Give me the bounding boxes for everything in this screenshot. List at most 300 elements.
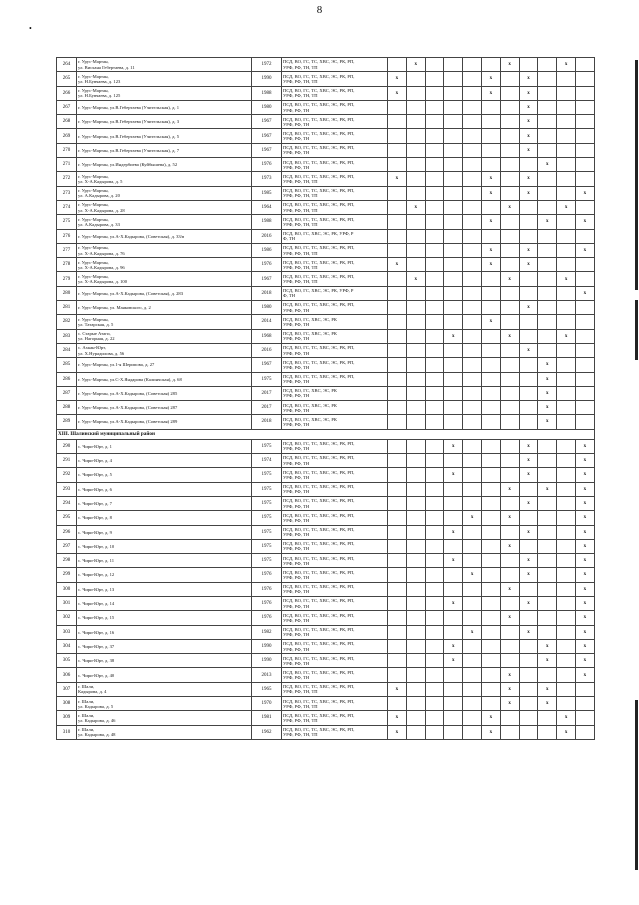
address-line: г. Урус-Мартан,: [78, 316, 109, 322]
mark-cell: [500, 454, 519, 468]
address-line: ул. Х-А.Кадырова, д. 76: [78, 250, 125, 256]
mark-x: x: [395, 686, 399, 692]
address-line: с. Чири-Юрт, д. 14: [78, 601, 115, 607]
mark-cell: [463, 372, 482, 386]
works-cell: [282, 611, 388, 625]
mark-cell: [425, 439, 444, 453]
mark-cell: [406, 229, 425, 243]
works-line: УРФ, РФ, ТН: [283, 446, 310, 452]
mark-cell: [500, 697, 519, 711]
mark-x: x: [546, 390, 549, 396]
address-line: с. Чири-Юрт, д. 15: [78, 615, 115, 621]
mark-cell: [388, 58, 407, 72]
year-cell: 2014: [252, 315, 282, 329]
year-cell: 1974: [252, 454, 282, 468]
mark-cell: [425, 582, 444, 596]
row-number: 301: [57, 596, 77, 610]
mark-cell: [500, 668, 519, 682]
address-line: ул. Х-А.Кадырова, д. 100: [78, 279, 128, 285]
works-cell: [282, 258, 388, 272]
mark-cell: [388, 511, 407, 525]
mark-cell: [557, 415, 576, 429]
address-line: г. Шали,: [78, 712, 95, 718]
mark-cell: [406, 596, 425, 610]
mark-cell: [481, 229, 500, 243]
mark-x: x: [508, 701, 511, 707]
row-number: 293: [57, 482, 77, 496]
mark-cell: [519, 454, 538, 468]
mark-cell: [463, 272, 482, 286]
mark-cell: [538, 100, 557, 114]
mark-cell: [500, 482, 519, 496]
mark-cell: [406, 329, 425, 343]
mark-cell: [425, 172, 444, 186]
mark-cell: [463, 697, 482, 711]
table-row: [57, 568, 595, 582]
mark-cell: [557, 454, 576, 468]
mark-cell: [388, 401, 407, 415]
mark-cell: [500, 596, 519, 610]
address-line: ул. Х-А.Кадырова, д. 28: [78, 207, 125, 213]
mark-x: x: [527, 104, 530, 110]
mark-x: x: [489, 262, 493, 268]
row-number: 295: [57, 511, 77, 525]
mark-cell: [425, 200, 444, 214]
table-row: [57, 372, 595, 386]
works-cell: [282, 596, 388, 610]
mark-cell: [538, 511, 557, 525]
mark-cell: [425, 611, 444, 625]
mark-cell: [388, 301, 407, 315]
works-line: УРФ, РФ, ТН: [283, 675, 310, 681]
address-cell: [77, 115, 252, 129]
mark-cell: [519, 129, 538, 143]
address-line: ул. А.Кадырова, д. 20: [78, 193, 120, 199]
row-number: 308: [57, 697, 77, 711]
address-cell: [77, 668, 252, 682]
works-line: УРФ, РФ, ТН: [283, 422, 310, 428]
works-line: ПСД, ВО, ГС, ТС, ХВС, ЭС, РК, РП,: [283, 469, 355, 475]
mark-cell: [388, 554, 407, 568]
mark-x: x: [452, 601, 455, 607]
mark-cell: [388, 386, 407, 400]
mark-cell: [519, 200, 538, 214]
mark-cell: [463, 258, 482, 272]
mark-cell: [481, 439, 500, 453]
mark-cell: [406, 172, 425, 186]
works-line: ПСД, ВО, ГС, ТС, ХВС, ЭС, РК, РП,: [283, 159, 355, 165]
mark-cell: [557, 58, 576, 72]
mark-x: x: [489, 76, 493, 82]
mark-cell: [388, 639, 407, 653]
mark-cell: [557, 682, 576, 696]
mark-cell: [388, 243, 407, 257]
address-line: ул. Кадырова, д. 5: [78, 703, 114, 709]
address-line: с. Чири-Юрт, д. 8: [78, 515, 112, 521]
mark-cell: [481, 115, 500, 129]
mark-cell: [519, 725, 538, 739]
table-row: [57, 186, 595, 200]
mark-cell: [444, 596, 463, 610]
mark-cell: [388, 482, 407, 496]
works-line: ПСД, ВО, ГС, ТС, ХВС, ЭС, РК, РП,: [283, 526, 355, 532]
mark-x: x: [546, 643, 549, 649]
mark-cell: [406, 215, 425, 229]
mark-cell: [463, 439, 482, 453]
table-row: [57, 100, 595, 114]
works-cell: [282, 200, 388, 214]
mark-cell: [557, 711, 576, 725]
year-cell: 1988: [252, 215, 282, 229]
row-number: 265: [57, 72, 77, 86]
mark-cell: [444, 711, 463, 725]
table-row: [57, 525, 595, 539]
row-number: 282: [57, 315, 77, 329]
mark-cell: [575, 358, 594, 372]
table-row: [57, 639, 595, 653]
address-cell: [77, 725, 252, 739]
mark-x: x: [395, 76, 399, 82]
works-line: ПСД, ВО, ГС, ТС, ХВС, ЭС, РК, РП,: [283, 245, 355, 251]
address-line: г. Урус-Мартан,: [78, 59, 109, 65]
mark-cell: [406, 454, 425, 468]
address-cell: [77, 654, 252, 668]
mark-cell: [425, 554, 444, 568]
mark-cell: [406, 315, 425, 329]
mark-cell: [481, 243, 500, 257]
mark-cell: [575, 468, 594, 482]
scan-edge-mark: [635, 700, 638, 870]
mark-x: x: [583, 190, 587, 196]
mark-cell: [500, 372, 519, 386]
mark-cell: [388, 115, 407, 129]
year-cell: 1976: [252, 582, 282, 596]
mark-cell: [575, 454, 594, 468]
mark-cell: [406, 554, 425, 568]
mark-cell: [463, 568, 482, 582]
mark-cell: [538, 611, 557, 625]
address-cell: [77, 58, 252, 72]
mark-x: x: [583, 515, 587, 521]
mark-cell: [538, 315, 557, 329]
mark-x: x: [508, 333, 511, 339]
works-line: ПСД, ВО, ГС, ХВС, ЭС, РК, УРФ, Р: [283, 288, 354, 294]
mark-cell: [557, 511, 576, 525]
works-line: ПСД, ВО, ГС, ТС, ХВС, ЭС, РК, РП,: [283, 102, 355, 108]
year-cell: 1982: [252, 625, 282, 639]
address-cell: [77, 568, 252, 582]
mark-cell: [388, 272, 407, 286]
works-cell: [282, 329, 388, 343]
works-line: ПСД, ВО, ГС, ТС, ХВС, ЭС, РК, РП,: [283, 145, 355, 151]
mark-cell: [575, 372, 594, 386]
mark-cell: [406, 611, 425, 625]
mark-cell: [557, 129, 576, 143]
mark-cell: [388, 143, 407, 157]
mark-cell: [463, 596, 482, 610]
year-cell: 1990: [252, 654, 282, 668]
mark-cell: [575, 58, 594, 72]
mark-cell: [481, 725, 500, 739]
table-row: [57, 200, 595, 214]
mark-cell: [406, 86, 425, 100]
address-line: г. Шали,: [78, 698, 95, 704]
mark-cell: [519, 625, 538, 639]
mark-cell: [463, 554, 482, 568]
mark-cell: [557, 286, 576, 300]
address-cell: [77, 358, 252, 372]
mark-cell: [481, 143, 500, 157]
mark-cell: [481, 343, 500, 357]
works-line: УРФ, РФ, ТН: [283, 407, 310, 413]
mark-cell: [575, 272, 594, 286]
mark-x: x: [527, 133, 530, 139]
mark-x: x: [583, 558, 587, 564]
mark-x: x: [583, 543, 587, 549]
mark-x: x: [527, 190, 530, 196]
mark-cell: [444, 100, 463, 114]
mark-cell: [575, 286, 594, 300]
mark-cell: [406, 625, 425, 639]
mark-cell: [519, 258, 538, 272]
mark-cell: [500, 401, 519, 415]
mark-x: x: [564, 276, 568, 282]
mark-cell: [500, 654, 519, 668]
table-row: [57, 482, 595, 496]
table-row: [57, 682, 595, 696]
mark-cell: [519, 697, 538, 711]
works-line: УРФ, РФ, ТН: [283, 350, 310, 356]
mark-cell: [425, 697, 444, 711]
address-cell: [77, 286, 252, 300]
mark-cell: [575, 258, 594, 272]
mark-cell: [481, 468, 500, 482]
address-cell: [77, 482, 252, 496]
works-line: УРФ, РФ, ТН: [283, 474, 310, 480]
mark-cell: [575, 596, 594, 610]
works-cell: [282, 229, 388, 243]
mark-cell: [557, 611, 576, 625]
mark-x: x: [489, 176, 493, 182]
mark-cell: [444, 129, 463, 143]
mark-cell: [557, 258, 576, 272]
year-cell: 1975: [252, 482, 282, 496]
mark-cell: [519, 682, 538, 696]
address-line: г. Урус-Мартан, ул.В.Гебертаева (Учительская), д. 7: [78, 147, 180, 153]
mark-cell: [444, 568, 463, 582]
works-line: УРФ, РФ, ТН: [283, 150, 310, 156]
row-number: 286: [57, 372, 77, 386]
mark-cell: [575, 329, 594, 343]
address-line: с. Чири-Юрт, д. 6: [78, 486, 112, 492]
works-cell: [282, 100, 388, 114]
mark-cell: [519, 100, 538, 114]
mark-cell: [388, 697, 407, 711]
row-number: 298: [57, 554, 77, 568]
mark-x: x: [508, 686, 511, 692]
mark-cell: [388, 286, 407, 300]
mark-cell: [481, 129, 500, 143]
address-line: с. Чири-Юрт, д. 16: [78, 629, 115, 635]
mark-cell: [425, 725, 444, 739]
mark-cell: [519, 611, 538, 625]
mark-x: x: [583, 290, 587, 296]
mark-x: x: [527, 305, 530, 311]
mark-cell: [481, 496, 500, 510]
mark-cell: [444, 654, 463, 668]
mark-cell: [481, 158, 500, 172]
address-line: г. Урус-Мартан, ул.В.Гебертаева (Учительская), д. 1: [78, 104, 180, 110]
mark-cell: [463, 315, 482, 329]
mark-cell: [519, 439, 538, 453]
works-cell: [282, 372, 388, 386]
works-line: УРФ, РФ, ТН: [283, 603, 310, 609]
works-line: УРФ, РФ, ТН: [283, 364, 310, 370]
address-line: с. Чири-Юрт, д. 9: [78, 529, 112, 535]
mark-cell: [519, 243, 538, 257]
mark-cell: [444, 611, 463, 625]
mark-x: x: [583, 486, 587, 492]
row-number: 278: [57, 258, 77, 272]
mark-cell: [557, 654, 576, 668]
row-number: 303: [57, 625, 77, 639]
address-line: г. Урус-Мартан,: [78, 245, 109, 251]
mark-cell: [444, 315, 463, 329]
table-row: [57, 86, 595, 100]
mark-cell: [463, 86, 482, 100]
mark-x: x: [546, 686, 549, 692]
mark-cell: [519, 272, 538, 286]
mark-cell: [406, 115, 425, 129]
address-cell: [77, 496, 252, 510]
works-line: ПСД, ВО, ГС, ТС, ХВС, ЭС, РК, РП,: [283, 273, 355, 279]
row-number: 271: [57, 158, 77, 172]
table-row: [57, 668, 595, 682]
mark-cell: [425, 496, 444, 510]
mark-cell: [538, 496, 557, 510]
mark-cell: [425, 229, 444, 243]
mark-cell: [519, 301, 538, 315]
mark-x: x: [564, 62, 568, 68]
works-line: ПСД, ВО, ГС, ТС, ХВС, ЭС, РК, РП,: [283, 202, 355, 208]
works-cell: [282, 186, 388, 200]
mark-cell: [463, 343, 482, 357]
works-line: ПСД, ВО, ГС, ТС, ХВС, ЭС, РК, РП,: [283, 512, 355, 518]
works-cell: [282, 454, 388, 468]
works-line: УРФ, РФ, ТН: [283, 164, 310, 170]
mark-cell: [538, 697, 557, 711]
mark-cell: [519, 596, 538, 610]
mark-cell: [481, 511, 500, 525]
works-cell: [282, 415, 388, 429]
table-row: [57, 711, 595, 725]
mark-cell: [538, 72, 557, 86]
address-line: г. Урус-Мартан, ул.А-Х.Кадырова, (Советская), д. 33/в: [78, 233, 185, 239]
mark-cell: [425, 243, 444, 257]
works-line: ПСД, ВО, ГС, ТС, ХВС, ЭС, РК, РП,: [283, 627, 355, 633]
mark-x: x: [583, 672, 587, 678]
works-line: УРФ, РФ, ТН: [283, 393, 310, 399]
mark-cell: [406, 496, 425, 510]
address-cell: [77, 525, 252, 539]
works-cell: [282, 243, 388, 257]
address-cell: [77, 100, 252, 114]
mark-cell: [538, 482, 557, 496]
mark-cell: [519, 539, 538, 553]
mark-x: x: [489, 190, 493, 196]
mark-x: x: [470, 572, 474, 578]
year-cell: 1980: [252, 301, 282, 315]
works-line: ПСД, ВО, ГС, ТС, ХВС, ЭС, РК, РП,: [283, 116, 355, 122]
address-line: г. Урус-Мартан, ул.1-я Шерипова, д. 27: [78, 362, 155, 368]
address-cell: [77, 200, 252, 214]
row-number: 290: [57, 439, 77, 453]
works-line: ПСД, ВО, ГС, ТС, ХВС, ЭС, РК, РП,: [283, 73, 355, 79]
mark-cell: [500, 315, 519, 329]
works-cell: [282, 496, 388, 510]
row-number: 285: [57, 358, 77, 372]
mark-x: x: [395, 176, 399, 182]
mark-cell: [481, 596, 500, 610]
mark-cell: [575, 243, 594, 257]
works-cell: [282, 301, 388, 315]
mark-cell: [481, 372, 500, 386]
row-number: 268: [57, 115, 77, 129]
mark-cell: [444, 482, 463, 496]
mark-cell: [481, 258, 500, 272]
mark-cell: [425, 286, 444, 300]
mark-x: x: [489, 729, 493, 735]
mark-cell: [557, 243, 576, 257]
works-line: УРФ, РФ, ТН, ТП: [283, 732, 318, 738]
mark-cell: [444, 286, 463, 300]
mark-cell: [519, 143, 538, 157]
mark-cell: [388, 258, 407, 272]
mark-cell: [481, 525, 500, 539]
table-row: [57, 386, 595, 400]
mark-cell: [557, 439, 576, 453]
works-line: УРФ, РФ, ТН: [283, 546, 310, 552]
address-line: Кадырова, д. 4: [78, 689, 107, 695]
mark-x: x: [527, 601, 530, 607]
address-cell: [77, 229, 252, 243]
mark-cell: [406, 186, 425, 200]
mark-cell: [557, 215, 576, 229]
works-line: ПСД, ВО, ГС, ХВС, ЭС, РК: [283, 331, 337, 337]
mark-cell: [444, 301, 463, 315]
mark-cell: [444, 668, 463, 682]
mark-cell: [444, 343, 463, 357]
mark-cell: [463, 215, 482, 229]
scan-edge-mark: [635, 300, 638, 360]
mark-cell: [444, 468, 463, 482]
table-row: [57, 301, 595, 315]
mark-cell: [406, 401, 425, 415]
mark-cell: [557, 86, 576, 100]
works-cell: [282, 401, 388, 415]
mark-cell: [538, 343, 557, 357]
mark-cell: [388, 596, 407, 610]
address-line: с. Чири-Юрт, д. 38: [78, 658, 115, 664]
table-row: [57, 496, 595, 510]
mark-cell: [538, 625, 557, 639]
mark-cell: [538, 682, 557, 696]
mark-cell: [388, 343, 407, 357]
mark-cell: [538, 243, 557, 257]
mark-cell: [500, 511, 519, 525]
mark-cell: [444, 72, 463, 86]
row-number: 289: [57, 415, 77, 429]
